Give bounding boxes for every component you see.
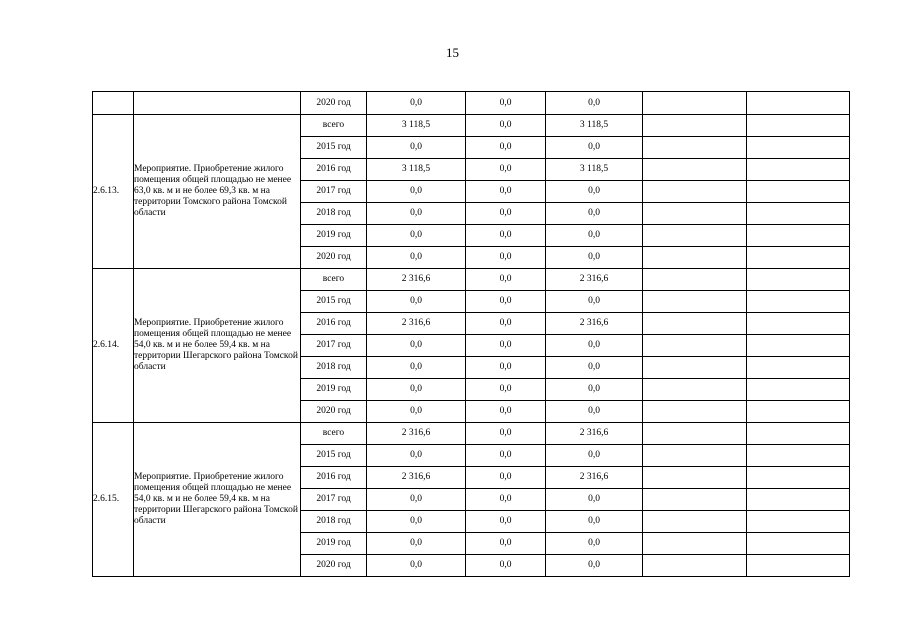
regional-value-cell: 0,0 — [546, 357, 643, 379]
empty-cell — [643, 115, 747, 137]
empty-cell — [643, 379, 747, 401]
federal-value-cell: 0,0 — [466, 203, 546, 225]
regional-value-cell: 3 118,5 — [546, 115, 643, 137]
empty-cell — [747, 335, 850, 357]
total-value-cell: 3 118,5 — [367, 115, 466, 137]
empty-cell — [643, 181, 747, 203]
empty-cell — [747, 92, 850, 115]
year-cell: 2019 год — [301, 533, 367, 555]
empty-cell — [643, 269, 747, 291]
federal-value-cell: 0,0 — [466, 291, 546, 313]
regional-value-cell: 0,0 — [546, 445, 643, 467]
regional-value-cell: 3 118,5 — [546, 159, 643, 181]
federal-value-cell: 0,0 — [466, 467, 546, 489]
item-description-cell: Мероприятие. Приобретение жилого помещения общей площадью не менее 54,0 кв. м и не более 59,4 кв. м на территории Шегарского района Томской области — [134, 423, 301, 577]
regional-value-cell: 0,0 — [546, 555, 643, 577]
regional-value-cell: 0,0 — [546, 511, 643, 533]
empty-cell — [747, 269, 850, 291]
regional-value-cell: 0,0 — [546, 291, 643, 313]
year-cell: 2020 год — [301, 92, 367, 115]
regional-value-cell: 0,0 — [546, 92, 643, 115]
year-cell: 2018 год — [301, 203, 367, 225]
empty-cell — [643, 555, 747, 577]
regional-value-cell: 0,0 — [546, 489, 643, 511]
total-value-cell: 0,0 — [367, 511, 466, 533]
item-code-cell — [93, 92, 134, 115]
total-value-cell: 0,0 — [367, 379, 466, 401]
federal-value-cell: 0,0 — [466, 159, 546, 181]
regional-value-cell: 0,0 — [546, 137, 643, 159]
year-cell: 2020 год — [301, 555, 367, 577]
table-row — [93, 115, 850, 137]
federal-value-cell: 0,0 — [466, 489, 546, 511]
empty-cell — [643, 511, 747, 533]
empty-cell — [643, 401, 747, 423]
empty-cell — [643, 357, 747, 379]
total-value-cell: 0,0 — [367, 225, 466, 247]
year-cell: 2019 год — [301, 379, 367, 401]
page-number: 15 — [446, 45, 459, 60]
federal-value-cell: 0,0 — [466, 269, 546, 291]
year-cell: 2016 год — [301, 467, 367, 489]
empty-cell — [643, 335, 747, 357]
total-value-cell: 0,0 — [367, 555, 466, 577]
year-cell: всего — [301, 115, 367, 137]
regional-value-cell: 0,0 — [546, 225, 643, 247]
empty-cell — [643, 203, 747, 225]
empty-cell — [747, 511, 850, 533]
year-cell: 2017 год — [301, 181, 367, 203]
item-description-cell: Мероприятие. Приобретение жилого помещения общей площадью не менее 54,0 кв. м и не более 59,4 кв. м на территории Шегарского района Томской области — [134, 269, 301, 423]
empty-cell — [643, 423, 747, 445]
year-cell: 2015 год — [301, 291, 367, 313]
total-value-cell: 2 316,6 — [367, 423, 466, 445]
item-code-cell: 2.6.15. — [93, 423, 134, 577]
year-cell: 2020 год — [301, 247, 367, 269]
total-value-cell: 2 316,6 — [367, 467, 466, 489]
year-cell: 2017 год — [301, 335, 367, 357]
empty-cell — [747, 401, 850, 423]
empty-cell — [747, 137, 850, 159]
empty-cell — [643, 313, 747, 335]
empty-cell — [747, 313, 850, 335]
federal-value-cell: 0,0 — [466, 555, 546, 577]
federal-value-cell: 0,0 — [466, 181, 546, 203]
year-cell: 2016 год — [301, 159, 367, 181]
federal-value-cell: 0,0 — [466, 357, 546, 379]
empty-cell — [643, 489, 747, 511]
regional-value-cell: 2 316,6 — [546, 423, 643, 445]
federal-value-cell: 0,0 — [466, 137, 546, 159]
empty-cell — [747, 225, 850, 247]
total-value-cell: 0,0 — [367, 489, 466, 511]
funding-table — [92, 91, 850, 577]
regional-value-cell: 0,0 — [546, 247, 643, 269]
total-value-cell: 0,0 — [367, 357, 466, 379]
total-value-cell: 0,0 — [367, 181, 466, 203]
federal-value-cell: 0,0 — [466, 313, 546, 335]
total-value-cell: 2 316,6 — [367, 269, 466, 291]
empty-cell — [747, 159, 850, 181]
total-value-cell: 3 118,5 — [367, 159, 466, 181]
empty-cell — [747, 533, 850, 555]
empty-cell — [747, 445, 850, 467]
federal-value-cell: 0,0 — [466, 511, 546, 533]
federal-value-cell: 0,0 — [466, 533, 546, 555]
table-row — [93, 423, 850, 445]
regional-value-cell: 0,0 — [546, 533, 643, 555]
year-cell: всего — [301, 269, 367, 291]
regional-value-cell: 2 316,6 — [546, 467, 643, 489]
federal-value-cell: 0,0 — [466, 92, 546, 115]
year-cell: 2019 год — [301, 225, 367, 247]
year-cell: всего — [301, 423, 367, 445]
year-cell: 2017 год — [301, 489, 367, 511]
empty-cell — [747, 423, 850, 445]
total-value-cell: 0,0 — [367, 533, 466, 555]
empty-cell — [747, 247, 850, 269]
total-value-cell: 2 316,6 — [367, 313, 466, 335]
empty-cell — [643, 159, 747, 181]
total-value-cell: 0,0 — [367, 137, 466, 159]
federal-value-cell: 0,0 — [466, 379, 546, 401]
empty-cell — [747, 467, 850, 489]
federal-value-cell: 0,0 — [466, 401, 546, 423]
empty-cell — [643, 247, 747, 269]
empty-cell — [643, 467, 747, 489]
federal-value-cell: 0,0 — [466, 115, 546, 137]
item-code-cell: 2.6.13. — [93, 115, 134, 269]
empty-cell — [747, 489, 850, 511]
item-description-cell — [134, 92, 301, 115]
table-row — [93, 92, 850, 115]
year-cell: 2020 год — [301, 401, 367, 423]
regional-value-cell: 0,0 — [546, 379, 643, 401]
empty-cell — [747, 115, 850, 137]
federal-value-cell: 0,0 — [466, 225, 546, 247]
empty-cell — [643, 92, 747, 115]
empty-cell — [643, 533, 747, 555]
federal-value-cell: 0,0 — [466, 335, 546, 357]
regional-value-cell: 0,0 — [546, 335, 643, 357]
empty-cell — [747, 291, 850, 313]
regional-value-cell: 2 316,6 — [546, 313, 643, 335]
empty-cell — [747, 379, 850, 401]
year-cell: 2018 год — [301, 511, 367, 533]
item-description-cell: Мероприятие. Приобретение жилого помещения общей площадью не менее 63,0 кв. м и не более 69,3 кв. м на территории Томского района Томской области — [134, 115, 301, 269]
regional-value-cell: 2 316,6 — [546, 269, 643, 291]
table-row — [93, 269, 850, 291]
year-cell: 2016 год — [301, 313, 367, 335]
federal-value-cell: 0,0 — [466, 445, 546, 467]
year-cell: 2018 год — [301, 357, 367, 379]
empty-cell — [747, 181, 850, 203]
total-value-cell: 0,0 — [367, 291, 466, 313]
total-value-cell: 0,0 — [367, 203, 466, 225]
year-cell: 2015 год — [301, 445, 367, 467]
empty-cell — [643, 225, 747, 247]
total-value-cell: 0,0 — [367, 92, 466, 115]
regional-value-cell: 0,0 — [546, 203, 643, 225]
total-value-cell: 0,0 — [367, 445, 466, 467]
regional-value-cell: 0,0 — [546, 401, 643, 423]
total-value-cell: 0,0 — [367, 401, 466, 423]
empty-cell — [643, 445, 747, 467]
regional-value-cell: 0,0 — [546, 181, 643, 203]
total-value-cell: 0,0 — [367, 247, 466, 269]
empty-cell — [747, 555, 850, 577]
empty-cell — [643, 137, 747, 159]
empty-cell — [643, 291, 747, 313]
year-cell: 2015 год — [301, 137, 367, 159]
federal-value-cell: 0,0 — [466, 247, 546, 269]
federal-value-cell: 0,0 — [466, 423, 546, 445]
empty-cell — [747, 357, 850, 379]
total-value-cell: 0,0 — [367, 335, 466, 357]
empty-cell — [747, 203, 850, 225]
item-code-cell: 2.6.14. — [93, 269, 134, 423]
